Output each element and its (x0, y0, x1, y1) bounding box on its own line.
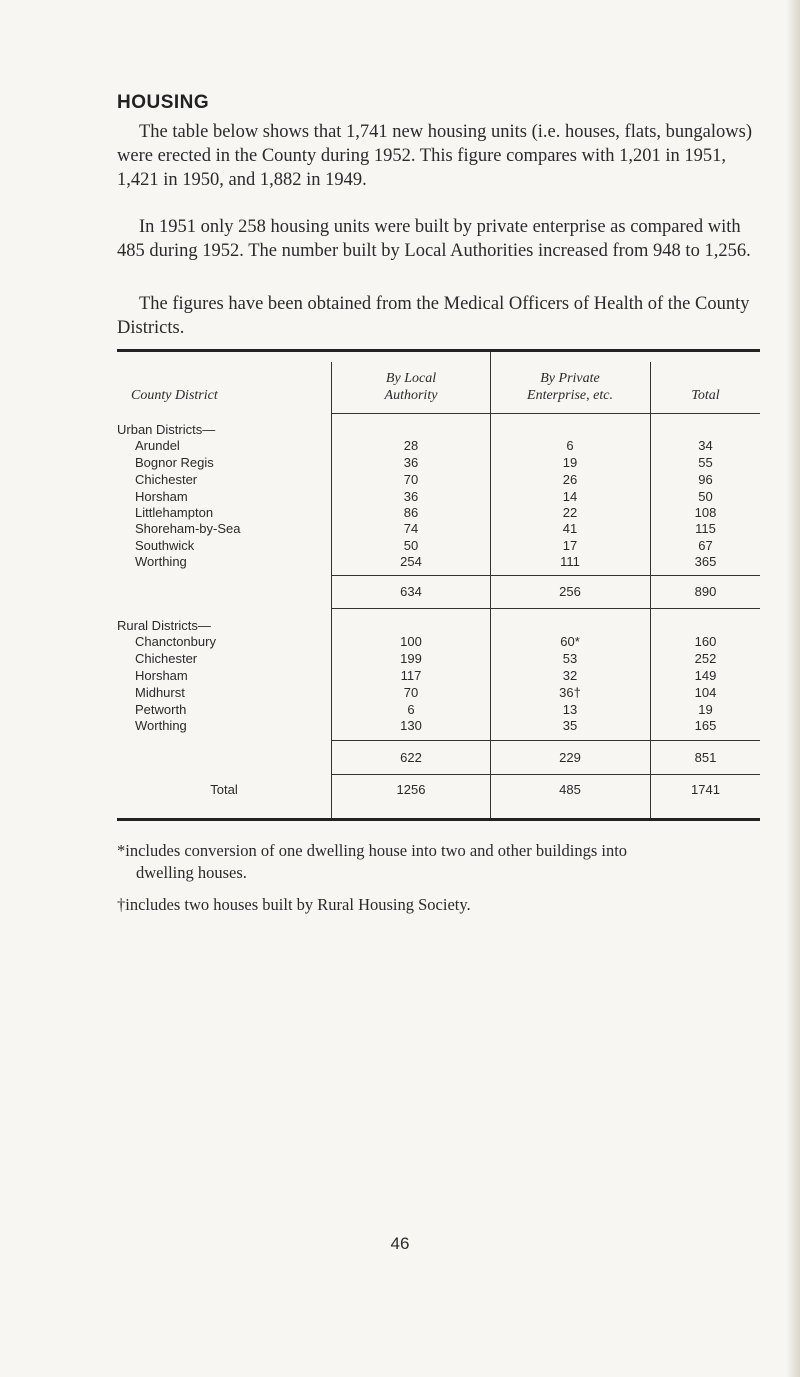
header-total: Total (691, 388, 720, 403)
rural-subtotal-private: 229 (559, 750, 581, 765)
total-value: 149 (694, 668, 717, 683)
urban-subtotal-total: 890 (694, 584, 717, 599)
district-name: Arundel (135, 438, 180, 453)
rural-subtotal-total: 851 (694, 750, 717, 765)
grand-total-rule (331, 774, 760, 775)
private-value: 22 (562, 505, 578, 520)
total-value: 34 (698, 438, 713, 453)
total-value: 108 (694, 505, 717, 520)
urban-subtotal-local: 634 (400, 584, 422, 599)
grand-total-private: 485 (559, 782, 581, 797)
total-value: 50 (698, 489, 713, 504)
district-name: Chichester (135, 651, 198, 666)
district-name: Shoreham-by-Sea (135, 521, 241, 536)
district-name: Southwick (135, 538, 195, 553)
district-name: Chanctonbury (135, 634, 216, 649)
header-local-authority: By Local Authority (384, 371, 438, 403)
total-value: 160 (694, 634, 717, 649)
page-edge-shadow (786, 0, 800, 1377)
total-value: 252 (694, 651, 717, 666)
total-value: 365 (694, 554, 717, 569)
private-value: 111 (560, 554, 580, 569)
district-name: Midhurst (135, 685, 185, 700)
grand-total-total: 1741 (691, 782, 720, 797)
private-value: 19 (562, 455, 578, 470)
urban-subtotal-end-rule (331, 608, 760, 609)
total-value: 55 (698, 455, 713, 470)
rural-districts-label: Rural Districts— (117, 618, 211, 633)
rural-subtotal-local: 622 (400, 750, 422, 765)
total-value: 96 (698, 472, 713, 487)
page-heading: HOUSING (117, 92, 210, 113)
total-value: 115 (695, 521, 716, 536)
local-value: 117 (400, 668, 422, 683)
local-value: 100 (400, 634, 422, 649)
private-value: 35 (562, 718, 578, 733)
local-value: 70 (403, 472, 419, 487)
local-value: 86 (403, 505, 419, 520)
district-name: Horsham (135, 668, 188, 683)
header-county-district: County District (131, 388, 218, 403)
local-value: 36 (403, 489, 419, 504)
rural-subtotal-rule (331, 740, 760, 741)
local-value: 74 (403, 521, 419, 536)
urban-districts-label: Urban Districts— (117, 422, 216, 437)
private-value: 17 (562, 538, 578, 553)
header-rule (331, 413, 760, 414)
private-value: 60* (560, 634, 580, 649)
private-value: 36† (559, 685, 581, 700)
paragraph-comparison: In 1951 only 258 housing units were built by private enterprise as compared with 485 during 1952. The number built by Local Authorities increased from 948 to 1,256. (117, 217, 751, 261)
local-value: 254 (400, 554, 422, 569)
district-name: Chichester (135, 472, 198, 487)
private-value: 13 (562, 702, 578, 717)
district-name: Petworth (135, 702, 187, 717)
total-value: 165 (694, 718, 717, 733)
table-top-rule (117, 349, 760, 352)
header-private-enterprise: By Private Enterprise, etc. (527, 371, 613, 403)
paragraph-source: The figures have been obtained from the Medical Officers of Health of the County Districts. (117, 294, 750, 338)
local-value: 70 (403, 685, 419, 700)
private-value: 26 (562, 472, 578, 487)
private-value: 32 (562, 668, 578, 683)
private-value: 6 (566, 438, 574, 453)
district-name: Worthing (135, 718, 187, 733)
total-value: 104 (694, 685, 717, 700)
paragraph-intro: The table below shows that 1,741 new housing units (i.e. houses, flats, bungalows) were erected in the County during 1952. This figure compares with 1,201 in 1951, 1,421 in 1950, and 1,882 in 1949. (117, 122, 752, 190)
total-value: 19 (698, 702, 713, 717)
district-name: Worthing (135, 554, 187, 569)
urban-subtotal-private: 256 (559, 584, 581, 599)
urban-subtotal-rule (331, 575, 760, 576)
page-number: 46 (390, 1234, 410, 1253)
footnote-dagger: †includes two houses built by Rural Housing Society. (117, 895, 471, 914)
grand-total-label: Total (210, 782, 238, 797)
local-value: 6 (407, 702, 415, 717)
local-value: 130 (400, 718, 422, 733)
district-name: Horsham (135, 489, 188, 504)
private-value: 53 (562, 651, 578, 666)
table-bottom-rule (117, 818, 760, 821)
local-value: 50 (403, 538, 419, 553)
grand-total-local: 1256 (396, 782, 426, 797)
local-value: 199 (400, 651, 422, 666)
private-value: 14 (562, 489, 578, 504)
footnote-asterisk: *includes conversion of one dwelling house into two and other buildings into dwelling houses. (117, 841, 628, 882)
total-value: 67 (698, 538, 713, 553)
private-value: 41 (562, 521, 578, 536)
district-name: Bognor Regis (135, 455, 214, 470)
local-value: 28 (403, 438, 419, 453)
district-name: Littlehampton (135, 505, 214, 520)
local-value: 36 (403, 455, 419, 470)
